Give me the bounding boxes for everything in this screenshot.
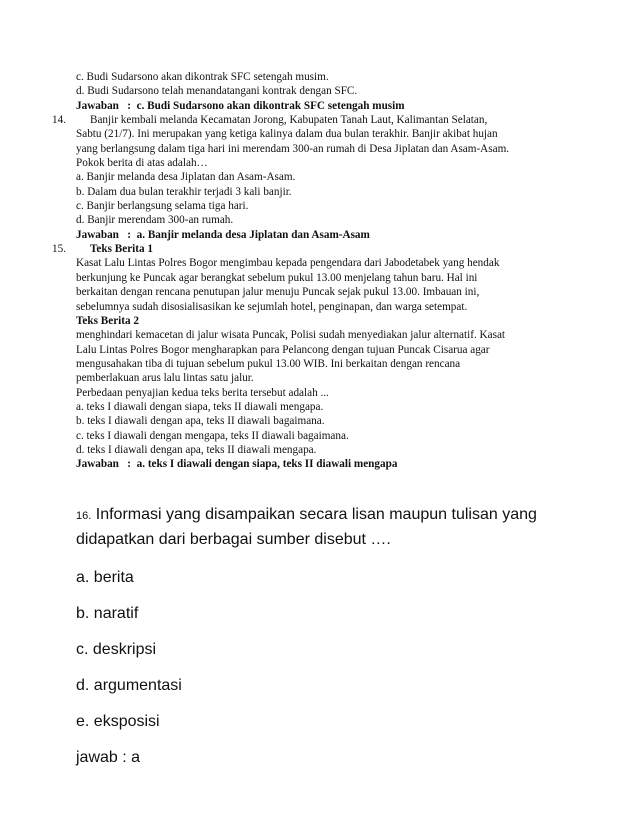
option-line: a. Banjir melanda desa Jiplatan dan Asam-Asam. — [76, 171, 296, 184]
option-a: a. berita — [76, 569, 134, 586]
answer-label: Jawaban — [76, 458, 119, 471]
answer-separator: : — [127, 458, 132, 471]
question-15-heading: 15. Teks Berita 1 — [52, 243, 153, 256]
news-text-line: sebelumnya sudah disosialisasikan ke sejumlah hotel, penginapan, dan warga setempat. — [76, 300, 468, 313]
answer-separator: : — [127, 99, 132, 112]
question-15-prompt: Perbedaan penyajian kedua teks berita tersebut adalah ... — [76, 386, 329, 399]
option-line: d. teks I diawali dengan apa, teks II diawali mengapa. — [76, 443, 317, 456]
answer-line — [0, 457, 638, 471]
question-16-block — [76, 503, 596, 770]
option-line: a. teks I diawali dengan siapa, teks II diawali mengapa. — [76, 400, 324, 413]
question-14-line: Pokok berita di atas adalah… — [76, 157, 208, 170]
option-line: c. Budi Sudarsono akan dikontrak SFC setengah musim. — [76, 71, 329, 83]
option-b: b. naratif — [76, 605, 139, 622]
answer-text: c. Budi Sudarsono akan dikontrak SFC setengah musim — [136, 99, 405, 112]
question-14-line: yang berlangsung dalam tiga hari ini merendam 300-an rumah di Desa Jiplatan dan Asam-Asam. — [76, 142, 510, 155]
news-text-line: menghindari kemacetan di jalur wisata Puncak, Polisi sudah menyediakan jalur alternatif. Kasat — [76, 329, 506, 342]
news-text-line: pemberlakuan arus lalu lintas satu jalur. — [76, 372, 254, 385]
option-line: d. Budi Sudarsono telah menandatangani kontrak dengan SFC. — [76, 85, 358, 98]
option-line: b. teks I diawali dengan apa, teks II diawali bagaimana. — [76, 415, 325, 428]
option-line: c. teks I diawali dengan mengapa, teks II diawali bagaimana. — [76, 429, 349, 442]
news-text-line: berkunjung ke Puncak agar berangkat sebelum pukul 13.00 menjelang tahun baru. Hal ini — [76, 271, 478, 284]
answer-line — [0, 99, 638, 113]
question-16-line: didapatkan dari berbagai sumber disebut …. — [76, 531, 391, 548]
answer-line: jawab : a — [76, 749, 141, 766]
answer-label: Jawaban — [76, 228, 119, 241]
news-text-line: Kasat Lalu Lintas Polres Bogor mengimbau kepada pengendara dari Jabodetabek yang hendak — [76, 257, 500, 270]
news-text-line: berkaitan dengan rencana penutupan jalur menuju Puncak sejak pukul 13.00. Imbauan ini, — [76, 286, 480, 299]
answer-label: Jawaban — [76, 99, 119, 112]
question-number: 15. — [52, 243, 66, 256]
option-e: e. eksposisi — [76, 713, 160, 730]
option-line: d. Banjir merendam 300-an rumah. — [76, 214, 234, 227]
option-c: c. deskripsi — [76, 641, 157, 658]
option-line: b. Dalam dua bulan terakhir terjadi 3 kali banjir. — [76, 185, 292, 198]
news-heading-2: Teks Berita 2 — [76, 314, 139, 327]
answer-text: a. Banjir melanda desa Jiplatan dan Asam-Asam — [136, 228, 370, 241]
news-text-line: Lalu Lintas Polres Bogor mengharapkan para Pelancong dengan tujuan Puncak Cisarua agar — [76, 343, 490, 356]
question-number: 16. — [76, 510, 92, 522]
question-number: 14. — [52, 114, 66, 127]
answer-line — [0, 228, 638, 242]
serif-questions-block — [0, 70, 638, 472]
question-14-line: Sabtu (21/7). Ini merupakan yang ketiga kalinya dalam dua bulan terakhir. Banjir akibat hujan — [76, 128, 498, 141]
news-text-line: mengusahakan tiba di tujuan sebelum pukul 13.00 WIB. Ini berkaitan dengan rencana — [76, 357, 461, 370]
option-d: d. argumentasi — [76, 677, 182, 694]
answer-separator: : — [127, 228, 132, 241]
question-16-line: 16. Informasi yang disampaikan secara lisan maupun tulisan yang — [76, 506, 537, 523]
question-14-line: 14. Banjir kembali melanda Kecamatan Jorong, Kabupaten Tanah Laut, Kalimantan Selatan, — [52, 114, 488, 127]
option-line: c. Banjir berlangsung selama tiga hari. — [76, 200, 249, 213]
answer-text: a. teks I diawali dengan siapa, teks II diawali mengapa — [136, 458, 398, 471]
